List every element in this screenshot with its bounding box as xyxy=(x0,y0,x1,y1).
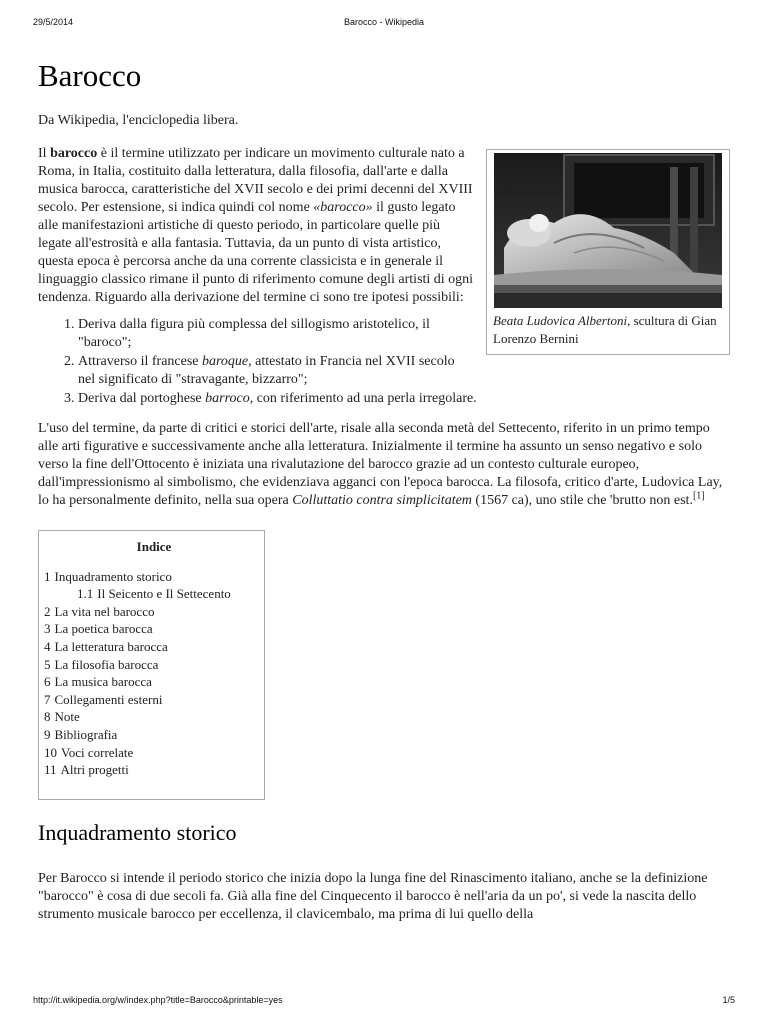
toc-item-label[interactable]: La letteratura barocca xyxy=(54,638,168,654)
toc-item[interactable] xyxy=(44,744,264,762)
toc-item-number: 1 xyxy=(44,568,51,584)
section-paragraph: Per Barocco si intende il periodo storico che inizia dopo la lunga fine del Rinascimento italiano, anche se la definizione "barocco" è cosa di due secoli fa. Già alla fine del Cinquecento il barocco è nell'aria da un po', si vede la nascita dello strumento musicale barocco per eccellenza, il clavicembalo, ma prima di lui quello della xyxy=(38,870,708,922)
toc-item-label[interactable]: La filosofia barocca xyxy=(54,656,159,672)
toc-item-number: 6 xyxy=(44,674,51,690)
toc-item-label[interactable]: La poetica barocca xyxy=(54,621,153,637)
usage-italic-title[interactable]: Colluttatio contra simplicitatem xyxy=(292,493,472,508)
toc-item-number: 1.1 xyxy=(77,586,94,602)
toc-item-label[interactable]: La musica barocca xyxy=(54,674,152,690)
footnote-ref[interactable]: [1] xyxy=(692,490,705,502)
toc-item-number: 2 xyxy=(44,603,51,619)
toc-item[interactable] xyxy=(44,761,264,779)
usage-paragraph xyxy=(38,420,730,510)
print-date: 29/5/2014 xyxy=(33,17,74,27)
article-content xyxy=(38,50,730,924)
usage-text-1: L'uso del termine, da parte di critici e storici dell'arte, risale alla seconda metà del Settecento, riferito in un primo tempo alle arti figurative e successivamente anche alla letteratura. Inizialmente il termine ha assunto un senso negativo e solo verso la fine dell'Ottocento è iniziata una rivalutazione del barocco grazie ad un contesto culturale europeo, dall'impressionismo al simbolismo, che evidenziava agganci con l'epoca barocca. La filosofa, critico d'arte, Ludovica Lay, lo ha personalmente definito, nella sua opera xyxy=(38,421,723,508)
toc-list xyxy=(44,568,264,779)
toc-item-label[interactable]: La vita nel barocco xyxy=(54,603,155,619)
toc-item-label[interactable]: Inquadramento storico xyxy=(54,568,172,584)
toc-item[interactable] xyxy=(44,603,264,621)
section-heading: Inquadramento storico xyxy=(38,819,237,845)
toc-item-label[interactable]: Altri progetti xyxy=(60,762,129,778)
toc-item[interactable] xyxy=(44,656,264,674)
list-item: 3. Deriva dal portoghese barroco, con riferimento ad una perla irregolare. xyxy=(78,390,730,408)
usage-text-2: (1567 ca), uno stile che 'brutto non est. xyxy=(471,493,693,508)
toc-item-number: 7 xyxy=(44,691,51,707)
image-caption xyxy=(490,308,726,351)
toc-item-number: 9 xyxy=(44,726,51,742)
toc-item[interactable] xyxy=(44,638,264,656)
intro-text-3: il gusto legato alle manifestazioni artistiche di questo periodo, in particolare quelle più legate all'estrosità e alla fantasia. Tuttavia, da un punto di vista artistico, questa epoca è percorsa anche da una corrente classicista e in generale il linguaggio classico rimane il punto di riferimento comune degli artisti di ogni tendenza. Riguardo alla derivazione del termine ci sono tre ipotesi possibili: xyxy=(38,200,474,305)
toc-item[interactable] xyxy=(44,673,264,691)
toc-item[interactable] xyxy=(44,708,264,726)
toc-item-label[interactable]: Note xyxy=(54,709,80,725)
toc-item-number: 4 xyxy=(44,638,51,654)
toc-item-label[interactable]: Collegamenti esterni xyxy=(54,691,163,707)
toc-item-label[interactable]: Voci correlate xyxy=(61,744,134,760)
page-title: Barocco xyxy=(38,58,142,93)
sculpture-image[interactable] xyxy=(494,153,722,308)
toc-item[interactable] xyxy=(44,726,264,744)
list-item: 2. Attraverso il francese baroque, attestato in Francia nel XVII secolo nel significato di "stravagante, bizzarro"; xyxy=(78,353,730,389)
intro-text-2: è il termine utilizzato per indicare un movimento culturale nato a Roma, in Italia, costituito dalla letteratura, dalla filosofia, dall'arte e dalla musica barocca, caratteristiche del XVII secolo e dei primi decenni del XVIII secolo. Per estensione, si indica quindi col nome xyxy=(38,146,473,215)
toc-item-number: 3 xyxy=(44,621,51,637)
toc-item[interactable] xyxy=(44,585,264,603)
print-footer xyxy=(0,995,768,1007)
intro-text-1: Il xyxy=(38,146,51,161)
toc-item[interactable] xyxy=(44,568,264,586)
toc-item[interactable] xyxy=(44,691,264,709)
caption-rest: , scultura di Gian Lorenzo Bernini xyxy=(493,313,717,346)
infobox-image-frame xyxy=(486,149,730,355)
intro-italic-term: «barocco» xyxy=(313,200,373,215)
toc-item-number: 11 xyxy=(44,762,57,778)
list-item: 1. Deriva dalla figura più complessa del sillogismo aristotelico, il "baroco"; xyxy=(78,316,730,352)
table-of-contents xyxy=(38,530,265,800)
toc-item-number: 10 xyxy=(44,744,57,760)
toc-item-label[interactable]: Il Seicento e Il Settecento xyxy=(97,586,231,602)
print-title: Barocco - Wikipedia xyxy=(343,17,425,27)
toc-item-number: 8 xyxy=(44,709,51,725)
toc-item-number: 5 xyxy=(44,656,51,672)
intro-bold-term: barocco xyxy=(50,146,98,161)
toc-title: Indice xyxy=(136,539,172,554)
toc-item-label[interactable]: Bibliografia xyxy=(54,726,118,742)
page-number: 1/5 xyxy=(722,995,735,1005)
print-url: http://it.wikipedia.org/w/index.php?title=Barocco&printable=yes xyxy=(33,995,283,1005)
toc-item[interactable] xyxy=(44,620,264,638)
print-header xyxy=(0,17,768,29)
site-subtitle: Da Wikipedia, l'enciclopedia libera. xyxy=(38,113,239,128)
caption-title[interactable]: Beata Ludovica Albertoni xyxy=(493,313,628,328)
